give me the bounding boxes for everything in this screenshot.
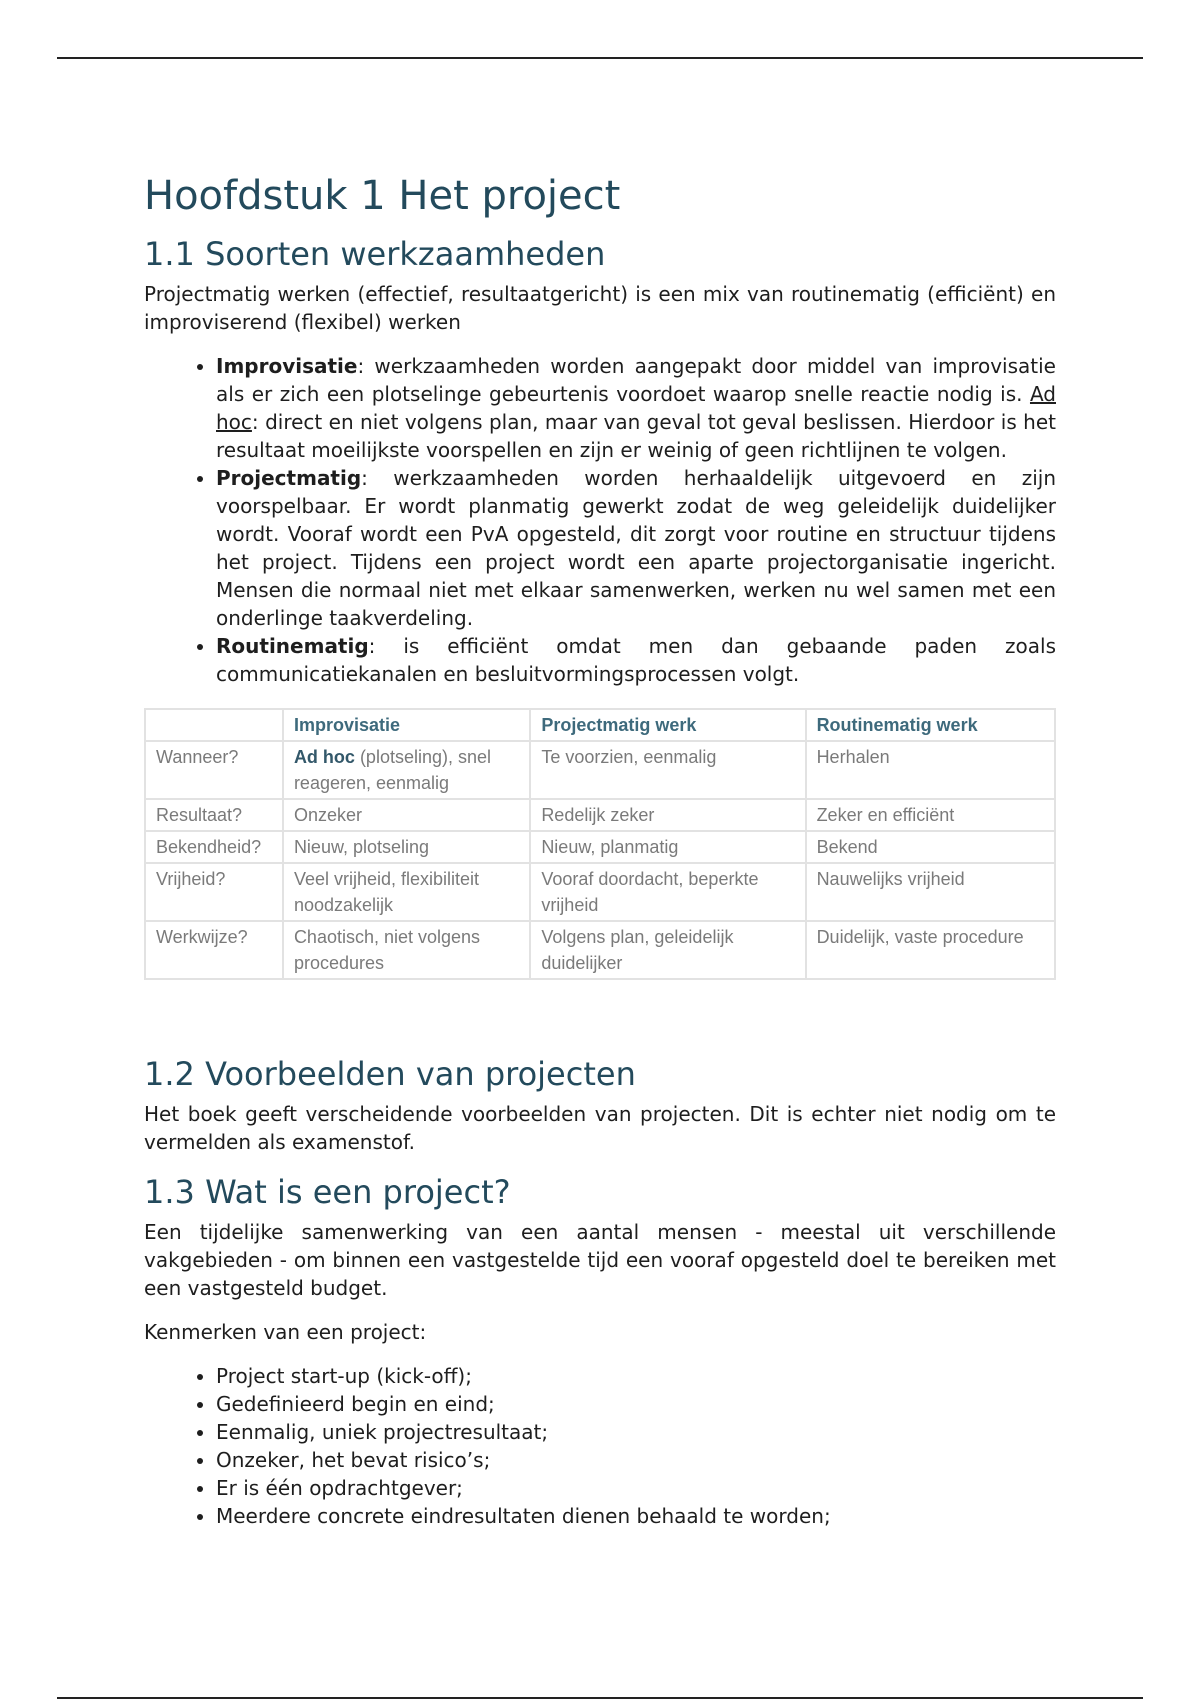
improvisatie-text-b: : direct en niet volgens plan, maar van geval tot geval beslissen. Hierdoor is het resultaat moeilijkste voorspellen en zijn er weinig of geen richtlijnen te volgen. [216, 410, 1056, 462]
improvisatie-text-a: : werkzaamheden worden aangepakt door middel van improvisatie als er zich een plotselinge gebeurtenis voordoet waarop snelle reactie nodig is. [216, 354, 1056, 406]
table-row-label: Vrijheid? [145, 863, 283, 921]
work-types-list [144, 352, 1056, 688]
list-item: • Gedefinieerd begin en eind; [216, 1390, 1056, 1418]
table-cell: Onzeker [283, 799, 530, 831]
table-cell: Bekend [806, 831, 1055, 863]
table-row-label: Werkwijze? [145, 921, 283, 979]
ad-hoc-bold: Ad hoc [293, 747, 355, 767]
table-row [145, 799, 1055, 831]
table-cell: Redelijk zeker [530, 799, 805, 831]
list-item: • Project start-up (kick-off); [216, 1362, 1056, 1390]
term-improvisatie: Improvisatie [216, 354, 358, 378]
table-header-cell [145, 709, 283, 741]
table-cell: Te voorzien, eenmalig [530, 741, 805, 799]
table-cell-text: (plotseling), snel reageren, eenmalig [293, 747, 492, 793]
table-row [145, 863, 1055, 921]
term-projectmatig: Projectmatig [216, 466, 362, 490]
list-item: • Er is één opdrachtgever; [216, 1474, 1056, 1502]
table-cell: Veel vrijheid, flexibiliteit noodzakelijk [283, 863, 530, 921]
routinematig-text: : is efficiënt omdat men dan gebaande paden zoals communicatiekanalen en besluitvormingsprocessen volgt. [216, 634, 1056, 686]
header-rule [57, 57, 1143, 59]
section-title-1-1: 1.1 Soorten werkzaamheden [144, 235, 606, 273]
project-definition: Een tijdelijke samenwerking van een aantal mensen - meestal uit verschillende vakgebieden - om binnen een vastgestelde tijd een vooraf opgesteld doel te bereiken met een vastgesteld budget. [144, 1220, 1056, 1300]
table-row [145, 921, 1055, 979]
table-cell: Volgens plan, geleidelijk duidelijker [530, 921, 805, 979]
table-cell: Duidelijk, vaste procedure [806, 921, 1055, 979]
comparison-table [144, 708, 1056, 980]
table-row-label: Resultaat? [145, 799, 283, 831]
table-cell: Nauwelijks vrijheid [806, 863, 1055, 921]
table-row [145, 741, 1055, 799]
table-header-cell: Projectmatig werk [530, 709, 805, 741]
table-row [145, 831, 1055, 863]
projectmatig-text: : werkzaamheden worden herhaaldelijk uitgevoerd en zijn voorspelbaar. Er wordt planmatig gewerkt zodat de weg geleidelijk duidelijker wordt. Vooraf wordt een PvA opgesteld, dit zorgt voor routine en structuur tijdens het project. Tijdens een project wordt een aparte projectorganisatie ingericht. Mensen die normaal niet met elkaar samenwerken, werken nu wel samen met een onderlinge taakverdeling. [216, 466, 1056, 630]
table-header-cell: Improvisatie [283, 709, 530, 741]
list-item: • Eenmalig, uniek projectresultaat; [216, 1418, 1056, 1446]
table-cell: Herhalen [806, 741, 1055, 799]
table-row-label: Wanneer? [145, 741, 283, 799]
table-cell: Chaotisch, niet volgens procedures [283, 921, 530, 979]
section-title-1-2: 1.2 Voorbeelden van projecten [144, 1055, 636, 1093]
table-cell: Nieuw, planmatig [530, 831, 805, 863]
list-item-routinematig [216, 632, 1056, 688]
list-item: • Meerdere concrete eindresultaten dienen behaald te worden; [216, 1502, 1056, 1530]
list-item-projectmatig [216, 464, 1056, 632]
features-intro: Kenmerken van een project: [144, 1320, 427, 1344]
chapter-title: Hoofdstuk 1 Het project [144, 173, 621, 219]
footer-rule [57, 1697, 1143, 1699]
list-item: • Onzeker, het bevat risico’s; [216, 1446, 1056, 1474]
table-cell: Vooraf doordacht, beperkte vrijheid [530, 863, 805, 921]
table-header-row [145, 709, 1055, 741]
term-routinematig: Routinematig [216, 634, 369, 658]
section-1-2-text: Het boek geeft verscheidende voorbeelden van projecten. Dit is echter niet nodig om te vermelden als examenstof. [144, 1102, 1056, 1154]
section-title-1-3: 1.3 Wat is een project? [144, 1173, 511, 1211]
table-header-cell: Routinematig werk [806, 709, 1055, 741]
section-1-1-intro: Projectmatig werken (effectief, resultaatgericht) is een mix van routinematig (efficiënt) en improviserend (flexibel) werken [144, 282, 1056, 334]
table-cell: Zeker en efficiënt [806, 799, 1055, 831]
list-item-improvisatie [216, 352, 1056, 464]
table-row-label: Bekendheid? [145, 831, 283, 863]
table-cell [283, 741, 530, 799]
document-body [144, 172, 1056, 1546]
table-cell: Nieuw, plotseling [283, 831, 530, 863]
project-features-list [144, 1362, 1056, 1530]
ad-hoc-underlined: Ad hoc [216, 382, 1056, 434]
